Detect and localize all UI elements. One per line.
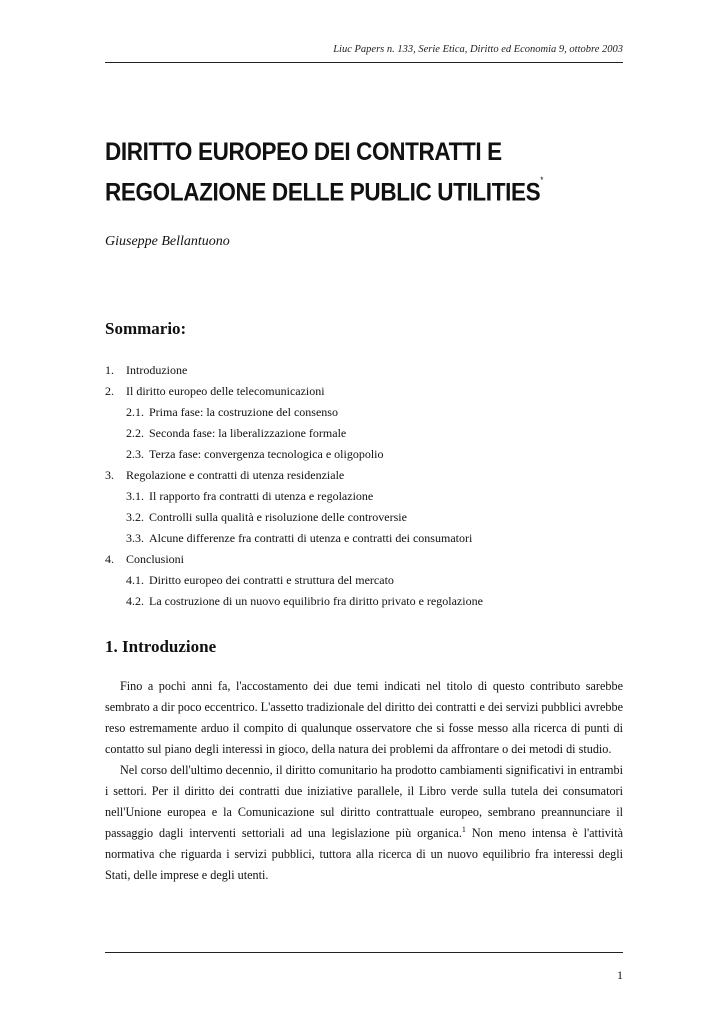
toc-number: 2.1. (126, 405, 144, 419)
toc-number: 4.1. (126, 573, 144, 587)
toc-subitem (105, 509, 625, 530)
toc-item (105, 362, 625, 383)
toc-item (105, 383, 625, 404)
toc-subitem (105, 593, 625, 614)
toc-item (105, 551, 625, 572)
paragraph-1: Fino a pochi anni fa, l'accostamento dei due temi indicati nel titolo di questo contributo sarebbe sembrato a dir poco eccentrico. L'assetto tradizionale del diritto dei contratti e dei servizi pubblici avrebbe reso estremamente arduo il compito di qualunque osservatore che si fosse messo alla ricerca di punti di contatto sul piano degli interessi in gioco, della natura dei problemi da affrontare o dei metodi di studio. (105, 679, 623, 756)
running-head: Liuc Papers n. 133, Serie Etica, Diritto ed Economia 9, ottobre 2003 (333, 44, 623, 55)
paragraph-2 (105, 760, 623, 886)
title-line-2 (105, 170, 591, 210)
header-rule (105, 62, 623, 63)
toc-number: 2.3. (126, 447, 144, 461)
toc-number: 3.2. (126, 510, 144, 524)
toc-subitem (105, 404, 625, 425)
toc-number: 4.2. (126, 594, 144, 608)
toc-number: 4. (105, 552, 114, 566)
toc-subitem (105, 446, 625, 467)
toc-subitem (105, 572, 625, 593)
toc-text: Conclusioni (126, 552, 185, 566)
title-footnote-mark[interactable]: * (540, 175, 544, 185)
toc-text: Regolazione e contratti di utenza residenziale (126, 468, 345, 482)
footnote-reference[interactable]: 1 (461, 824, 466, 834)
title-line-2-text: REGOLAZIONE DELLE PUBLIC UTILITIES (105, 178, 541, 207)
table-of-contents (105, 362, 625, 614)
toc-text: Il rapporto fra contratti di utenza e regolazione (149, 489, 374, 503)
toc-text: Prima fase: la costruzione del consenso (149, 405, 338, 419)
body-text (105, 676, 623, 886)
author-name: Giuseppe Bellantuono (105, 234, 230, 249)
toc-number: 3.3. (126, 531, 144, 545)
toc-number: 1. (105, 363, 114, 377)
toc-subitem (105, 488, 625, 509)
toc-text: Seconda fase: la liberalizzazione formale (149, 426, 347, 440)
toc-subitem (105, 530, 625, 551)
footnote-rule (105, 952, 623, 953)
toc-text: Alcune differenze fra contratti di utenza e contratti dei consumatori (149, 531, 473, 545)
sommario-heading: Sommario: (105, 319, 187, 338)
section-heading: 1. Introduzione (105, 637, 217, 656)
toc-text: Controlli sulla qualità e risoluzione delle controversie (149, 510, 407, 524)
toc-number: 2.2. (126, 426, 144, 440)
paragraph-2-text-b: Non meno intensa è l'attività normativa che riguarda i servizi pubblici, tuttora alla ricerca di un nuovo equilibrio fra interessi degli Stati, delle imprese e degli utenti. (105, 826, 623, 882)
toc-number: 2. (105, 384, 114, 398)
toc-number: 3.1. (126, 489, 144, 503)
paragraph-2-text-a: Nel corso dell'ultimo decennio, il diritto comunitario ha prodotto cambiamenti significativi in entrambi i settori. Per il diritto dei contratti due iniziative parallele, il Libro verde sulla tutela dei consumatori nell'Unione europea e la Comunicazione sul diritto contrattuale europeo, sembrano preannunciare il passaggio dagli interventi settoriali ad una legislazione più organica. (105, 763, 623, 840)
toc-text: La costruzione di un nuovo equilibrio fra diritto privato e regolazione (149, 594, 483, 608)
title-line-1: DIRITTO EUROPEO DEI CONTRATTI E (105, 138, 502, 166)
page-number: 1 (617, 968, 623, 982)
toc-text: Il diritto europeo delle telecomunicazioni (126, 384, 325, 398)
toc-item (105, 467, 625, 488)
paper-title (105, 134, 591, 210)
toc-text: Diritto europeo dei contratti e struttura del mercato (149, 573, 394, 587)
toc-subitem (105, 425, 625, 446)
toc-text: Introduzione (126, 363, 188, 377)
toc-number: 3. (105, 468, 114, 482)
toc-text: Terza fase: convergenza tecnologica e oligopolio (149, 447, 384, 461)
